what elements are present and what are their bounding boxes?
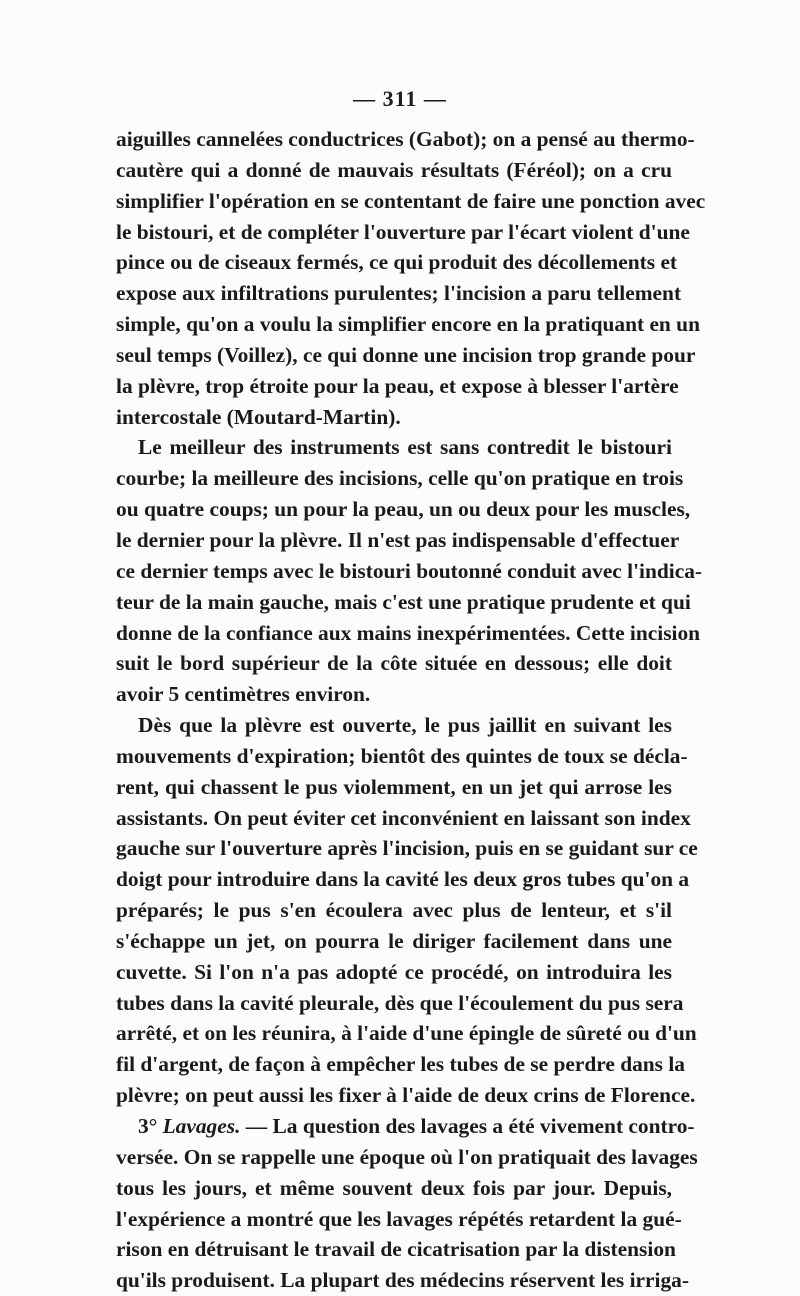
- text-line: donne de la confiance aux mains inexpérimentées. Cette incision: [116, 620, 701, 645]
- text-line: aiguilles cannelées conductrices (Gabot); on a pensé au thermo-: [116, 127, 695, 151]
- text-line: le dernier pour la plèvre. Il n'est pas indispensable d'effectuer: [116, 527, 680, 552]
- paragraph-1: [116, 124, 706, 432]
- text-line: pince ou de ciseaux fermés, ce qui produit des décollements et: [116, 250, 678, 275]
- text-line: cuvette. Si l'on n'a pas adopté ce procédé, on introduira les: [116, 959, 672, 984]
- text-line: Dès que la plèvre est ouverte, le pus jaillit en suivant les: [138, 713, 672, 738]
- text-line: la plèvre, trop étroite pour la peau, et expose à blesser l'artère: [116, 373, 679, 398]
- text-line: seul temps (Voillez), ce qui donne une incision trop grande pour: [116, 342, 696, 367]
- text-line: mouvements d'expiration; bientôt des quintes de toux se décla-: [116, 743, 688, 768]
- paragraph-2: [116, 432, 703, 710]
- section-heading: Lavages.: [162, 1114, 241, 1138]
- paragraph-4: [116, 1111, 698, 1296]
- text-line: assistants. On peut éviter cet inconvénient en laissant son index: [116, 805, 691, 830]
- text-line: 3° Lavages. — La question des lavages a été vivement contro-: [138, 1114, 695, 1138]
- text-line: qu'ils produisent. La plupart des médecins réservent les irriga-: [116, 1268, 689, 1293]
- text-line: teur de la main gauche, mais c'est une pratique prudente et qui: [116, 589, 691, 614]
- text-line: simple, qu'on a voulu la simplifier encore en la pratiquant en un: [116, 312, 700, 337]
- text-line: cautère qui a donné de mauvais résultats (Féréol); on a cru: [116, 157, 672, 182]
- section-number: 3°: [138, 1114, 163, 1138]
- body-text: [116, 124, 706, 1296]
- text-line: simplifier l'opération en se contentant de faire une ponction avec: [116, 188, 706, 213]
- page-number: — 311 —: [353, 86, 447, 111]
- text-line: fil d'argent, de façon à empêcher les tubes de se perdre dans la: [116, 1052, 685, 1077]
- text-line: gauche sur l'ouverture après l'incision, puis en se guidant sur ce: [116, 836, 698, 861]
- text-line: rison en détruisant le travail de cicatrisation par la distension: [116, 1237, 676, 1262]
- text-line: intercostale (Moutard-Martin).: [116, 404, 401, 429]
- text-line: ou quatre coups; un pour la peau, un ou deux pour les muscles,: [116, 497, 691, 522]
- text-line: préparés; le pus s'en écoulera avec plus de lenteur, et s'il: [116, 898, 672, 923]
- text-line: tubes dans la cavité pleurale, dès que l'écoulement du pus sera: [116, 990, 684, 1015]
- text-line: avoir 5 centimètres environ.: [116, 682, 371, 707]
- text-line: arrêté, et on les réunira, à l'aide d'une épingle de sûreté ou d'un: [116, 1021, 697, 1046]
- text-line: versée. On se rappelle une époque où l'on pratiquait des lavages: [116, 1144, 698, 1169]
- text-line: ce dernier temps avec le bistouri boutonné conduit avec l'indica-: [116, 558, 703, 583]
- text-line: plèvre; on peut aussi les fixer à l'aide de deux crins de Florence.: [116, 1083, 696, 1108]
- text-line: l'expérience a montré que les lavages répétés retardent la gué-: [116, 1206, 682, 1231]
- paragraph-3: [116, 710, 698, 1111]
- text-line: s'échappe un jet, on pourra le diriger facilement dans une: [116, 928, 672, 953]
- text-line: courbe; la meilleure des incisions, celle qu'on pratique en trois: [116, 466, 684, 491]
- text-line: Le meilleur des instruments est sans contredit le bistouri: [138, 435, 672, 460]
- text-line: expose aux infiltrations purulentes; l'incision a paru tellement: [116, 281, 682, 306]
- text-line: le bistouri, et de compléter l'ouverture par l'écart violent d'une: [116, 219, 690, 244]
- text-line: suit le bord supérieur de la côte située en dessous; elle doit: [116, 651, 672, 676]
- text-line: tous les jours, et même souvent deux fois par jour. Depuis,: [116, 1175, 672, 1200]
- text-line: doigt pour introduire dans la cavité les deux gros tubes qu'on a: [116, 867, 690, 892]
- text-line: rent, qui chassent le pus violemment, en un jet qui arrose les: [116, 774, 672, 799]
